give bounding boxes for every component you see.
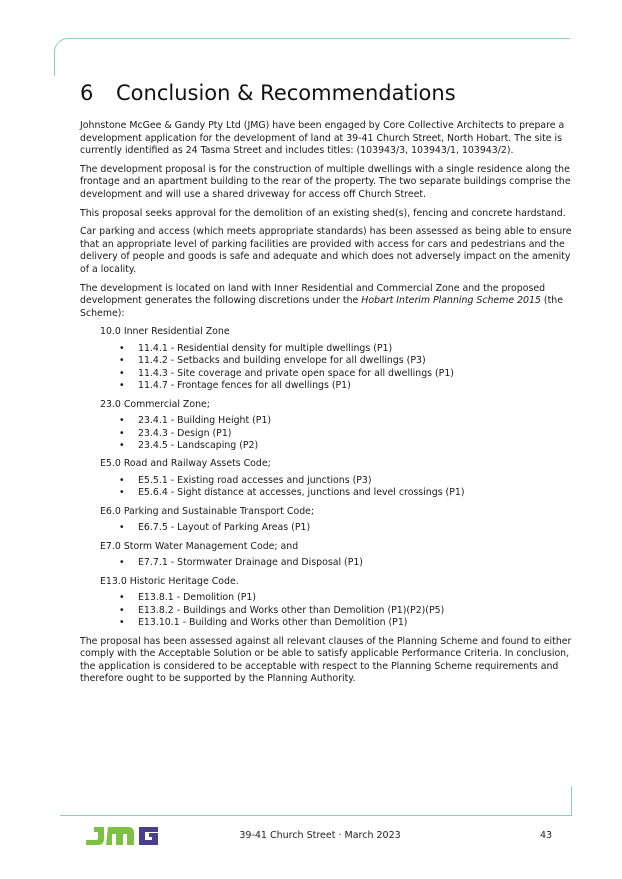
paragraph-parking: Car parking and access (which meets appropriate standards) has been assessed as being able to ensure that an appropriate level of parking facilities are provided with access for cars and pedestrians and the delivery of people and goods is safe and adequate and which does not adversely impact on the amenity of a locality. xyxy=(80,226,572,275)
group-title: E7.0 Storm Water Management Code; and xyxy=(100,540,299,552)
paragraph-intro: Johnstone McGee & Gandy Pty Ltd (JMG) have been engaged by Core Collective Architects to prepare a development application for the development of land at 39-41 Church Street, North Hobart. The site is currently identified as 24 Tasma Street and includes titles: (103943/3, 103943/1, 103943/2). xyxy=(80,120,565,157)
discretions-text-end: (the Scheme): xyxy=(80,295,563,319)
bullet-list xyxy=(80,522,572,534)
paragraph-demolition: This proposal seeks approval for the demolition of an existing shed(s), fencing and concrete hardstand. xyxy=(80,207,566,219)
section-heading xyxy=(80,80,572,106)
list-item: • E13.10.1 - Building and Works other than Demolition (P1) xyxy=(138,617,572,629)
scheme-name: Hobart Interim Planning Scheme 2015 xyxy=(361,295,541,307)
group-title: 23.0 Commercial Zone; xyxy=(100,398,210,410)
footer-title: 39-41 Church Street · March 2023 xyxy=(239,830,401,841)
paragraph-conclusion: The proposal has been assessed against all relevant clauses of the Planning Scheme and found to either comply with the Acceptable Solution or be able to satisfy applicable Performance Criteria. In conclusion, the application is considered to be acceptable with respect to the Planning Scheme requirements and therefore ought to be supported by the Planning Authority. xyxy=(80,635,572,685)
bullet-list xyxy=(80,592,572,629)
list-item: • 11.4.3 - Site coverage and private open space for all dwellings (P1) xyxy=(138,368,572,380)
list-item: • 11.4.7 - Frontage fences for all dwellings (P1) xyxy=(138,380,572,392)
bullet-list xyxy=(80,557,572,569)
list-item: • E5.5.1 - Existing road accesses and junctions (P3) xyxy=(138,475,572,487)
list-item: • 11.4.2 - Setbacks and building envelope for all dwellings (P3) xyxy=(138,355,572,367)
list-item: • E6.7.5 - Layout of Parking Areas (P1) xyxy=(138,522,572,534)
section-title: Conclusion & Recommendations xyxy=(116,81,456,105)
page-content xyxy=(80,80,572,692)
discretions-text: The development is located on land with Inner Residential and Commercial Zone and the proposed development generates the following discretions under the xyxy=(80,282,546,307)
page-number: 43 xyxy=(540,830,553,841)
group-title: E6.0 Parking and Sustainable Transport Code; xyxy=(100,505,315,517)
bullet-list xyxy=(80,415,572,452)
list-item: • E7.7.1 - Stormwater Drainage and Disposal (P1) xyxy=(138,557,572,569)
list-item: • 11.4.1 - Residential density for multiple dwellings (P1) xyxy=(138,343,572,355)
section-number: 6 xyxy=(80,81,94,105)
paragraph-proposal: The development proposal is for the construction of multiple dwellings with a single residence along the frontage and an apartment building to the rear of the property. The two separate buildings comprise the development and will use a shared driveway for access off Church Street. xyxy=(80,163,571,200)
header-rule xyxy=(54,38,570,76)
list-item: • E13.8.2 - Buildings and Works other than Demolition (P1)(P2)(P5) xyxy=(138,605,572,617)
list-item: • E13.8.1 - Demolition (P1) xyxy=(138,592,572,604)
group-title: E13.0 Historic Heritage Code. xyxy=(100,575,239,587)
bullet-list xyxy=(80,475,572,500)
list-item: • E5.6.4 - Sight distance at accesses, junctions and level crossings (P1) xyxy=(138,487,572,499)
group-title: E5.0 Road and Railway Assets Code; xyxy=(100,458,271,470)
footer-rule xyxy=(60,786,572,816)
paragraph-discretions xyxy=(80,283,572,321)
list-item: • 23.4.1 - Building Height (P1) xyxy=(138,415,572,427)
list-item: • 23.4.3 - Design (P1) xyxy=(138,428,572,440)
group-title: 10.0 Inner Residential Zone xyxy=(100,326,230,338)
bullet-list xyxy=(80,343,572,393)
list-item: • 23.4.5 - Landscaping (P2) xyxy=(138,440,572,452)
jmg-logo xyxy=(84,825,160,847)
page-footer xyxy=(0,820,622,850)
